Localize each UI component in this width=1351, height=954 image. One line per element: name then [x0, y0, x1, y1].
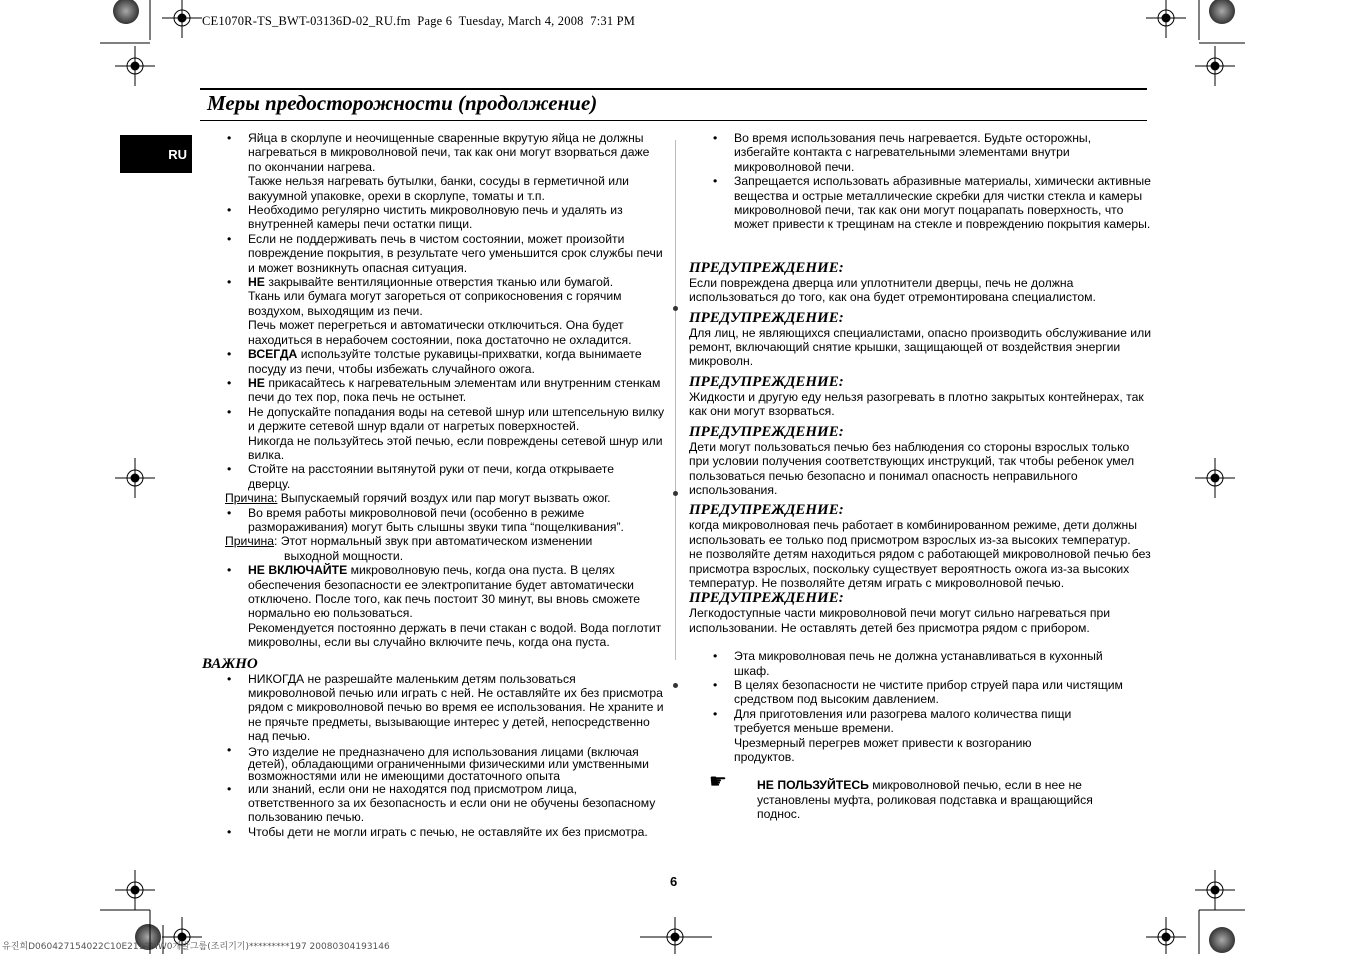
divider-dot [673, 683, 678, 688]
warning-block [689, 260, 1151, 305]
list-item: • Стойте на расстоянии вытянутой руки от печи, когда открываете дверцу. [225, 462, 665, 491]
title-top-rule [200, 88, 1147, 90]
divider-dot [673, 306, 678, 311]
footer-slug: 유진희D060427154022C10E2112MW0개발그룹(조리기기)*********197 20080304193146 [2, 942, 390, 952]
list-item: • Для приготовления или разогрева малого количества пищи требуется меньше времени. Чрезмерный перегрев может привести к возгоранию продуктов. [689, 707, 1151, 765]
pointing-hand-icon: ☛ [709, 769, 727, 794]
warning-heading: ПРЕДУПРЕЖДЕНИЕ: [689, 590, 844, 607]
warning-text: Дети могут пользоваться печью без наблюдения со стороны взрослых только при условии получения соответствующих инструкций, так чтобы ребенок умел пользоваться печью безопасно и понимал опасность неправильного использования. [689, 439, 1135, 497]
list-item: • В целях безопасности не чистите прибор струей пара или чистящим средством под высоким давлением. [689, 678, 1151, 707]
list-item: • или знаний, если они не находятся под присмотром лица, ответственного за их безопасность и если они не обучены безопасному пользованию печью. [225, 782, 665, 825]
file-info-header: CE1070R-TS_BWT-03136D-02_RU.fm Page 6 Tuesday, March 4, 2008 7:31 PM [202, 14, 636, 28]
warning-text: когда микроволновая печь работает в комбинированном режиме, дети должны использовать ее только под присмотром взрослых из-за высоких температур. [689, 518, 1138, 547]
warning-heading: ПРЕДУПРЕЖДЕНИЕ: [689, 259, 844, 276]
list-item: • Необходимо регулярно чистить микроволновую печь и удалять из внутренней камеры печи остатки пищи. [225, 203, 665, 232]
warning-block [689, 374, 1151, 419]
warning-text: Жидкости и другую еду нельзя разогревать в плотно закрытых контейнерах, так как они могут взорваться. [689, 389, 1144, 419]
list-item: • НЕ закрывайте вентиляционные отверстия тканью или бумагой. Ткань или бумага могут загореться от соприкосновения с горячим воздухом, выходящим из печи. Печь может перегреться и автоматически отключиться. Она будет находиться в нерабочем состоянии, пока достаточно не охладится. [225, 275, 665, 347]
list-item: • Не допускайте попадания воды на сетевой шнур или штепсельную вилку и держите сетевой шнур вдали от нагретых поверхностей. Никогда не пользуйтесь этой печью, если повреждены сетевой шнур или вилка. [225, 405, 665, 463]
list-item: • Во время работы микроволновой печи (особенно в режиме размораживания) могут быть слышны звуки типа “пощелкивания”. [225, 506, 665, 535]
list-item: • Чтобы дети не могли играть с печью, не оставляйте их без присмотра. [225, 825, 665, 839]
list-item: • НИКОГДА не разрешайте маленьким детям пользоваться микроволновой печью или играть с ней. Не оставляйте их без присмотра рядом с микроволновой печью во время ее использования. Не храните и не прячьте предметы, вызывающие интерес у детей, непосредственно над печью. [225, 672, 665, 744]
warning-heading: ПРЕДУПРЕЖДЕНИЕ: [689, 502, 844, 519]
list-item: • Эта микроволновая печь не должна устанавливаться в кухонный шкаф. [689, 649, 1151, 678]
warning-text: Для лиц, не являющихся специалистами, опасно производить обслуживание или ремонт, включающий снятие крышки, защищающей от воздействия энергии микроволн. [689, 325, 1152, 369]
list-item: • Во время использования печь нагревается. Будьте осторожны, избегайте контакта с нагревательными элементами внутри микроволновой печи. [689, 131, 1151, 174]
list-item: • Это изделие не предназначено для использования лицами (включая детей), обладающими ограниченными физическими или умственными возможностями или не имеющими достаточного опыта [225, 744, 665, 782]
reason-note: Причина: Выпускаемый горячий воздух или пар могут вызвать ожог. [225, 491, 611, 506]
warning-text: Легкодоступные части микроволновой печи могут сильно нагреваться при использовании. Не оставлять детей без присмотра рядом с прибором. [689, 606, 1111, 635]
warning-heading: ПРЕДУПРЕЖДЕНИЕ: [689, 423, 844, 440]
divider-dot [673, 491, 678, 496]
language-tab: RU [120, 135, 192, 173]
warning-heading: ПРЕДУПРЕЖДЕНИЕ: [689, 309, 844, 326]
reason-note: Причина: Этот нормальный звук при автоматическом изменении выходной мощности. [225, 534, 593, 563]
warning-block [689, 590, 1151, 635]
warning-block [689, 310, 1151, 369]
warning-heading: ПРЕДУПРЕЖДЕНИЕ: [689, 373, 844, 390]
list-item: • Если не поддерживать печь в чистом состоянии, может произойти повреждение покрытия, в результате чего уменьшится срок службы печи и может возникнуть опасная ситуация. [225, 232, 665, 275]
list-item: • ВСЕГДА используйте толстые рукавицы-прихватки, когда вынимаете посуду из печи, чтобы избежать случайного ожога. [225, 347, 665, 376]
page-title: Меры предосторожности (продолжение) [207, 91, 598, 115]
note-block: ☛ НЕ ПОЛЬЗУЙТЕСЬ микроволновой печью, если в нее не установлены муфта, роликовая подставка и вращающийся поднос. [709, 769, 1093, 822]
warning-block [689, 424, 1151, 498]
warning-block [689, 502, 1151, 590]
warning-text: Если повреждена дверца или уплотнители дверцы, печь не должна использоваться до того, как она будет отремонтирована специалистом. [689, 275, 1096, 305]
list-item: • НЕ ВКЛЮЧАЙТЕ микроволновую печь, когда она пуста. В целях обеспечения безопасности ее электропитание будет автоматически отключено. После того, как печь постоит 30 минут, вы вновь сможете нормально ею пользоваться. Рекомендуется постоянно держать в печи стакан с водой. Вода поглотит микроволны, если вы случайно включите печь, когда она пуста. [225, 563, 665, 649]
warning-text: не позволяйте детям находиться рядом с работающей микроволновой печью без присмотра взрослых, поскольку существует вероятность ожога из-за высоких температур. Не позволяйте детям играть с микроволновой печью. [689, 547, 1151, 590]
list-item: • НЕ прикасайтесь к нагревательным элементам или внутренним стенкам печи до тех пор, пока печь не остынет. [225, 376, 665, 405]
page-number: 6 [670, 874, 678, 889]
right-column [689, 131, 1151, 822]
column-divider [675, 140, 676, 660]
left-column [202, 131, 665, 839]
important-heading: ВАЖНО [202, 655, 258, 672]
list-item: • Яйца в скорлупе и неочищенные сваренные вкрутую яйца не должны нагреваться в микроволновой печи, так как они могут взорваться даже по окончании нагрева. Также нельзя нагревать бутылки, банки, сосуды в герметичной или вакуумной упаковке, орехи в скорлупе, томаты и т.п. [225, 131, 665, 203]
list-item: • Запрещается использовать абразивные материалы, химически активные вещества и острые металлические скребки для чистки стекла и камеры микроволновой печи, так как они могут поцарапать поверхность, что может привести к трещинам на стекле и повреждению покрытия камеры. [689, 174, 1151, 232]
title-bottom-rule [200, 120, 1147, 121]
